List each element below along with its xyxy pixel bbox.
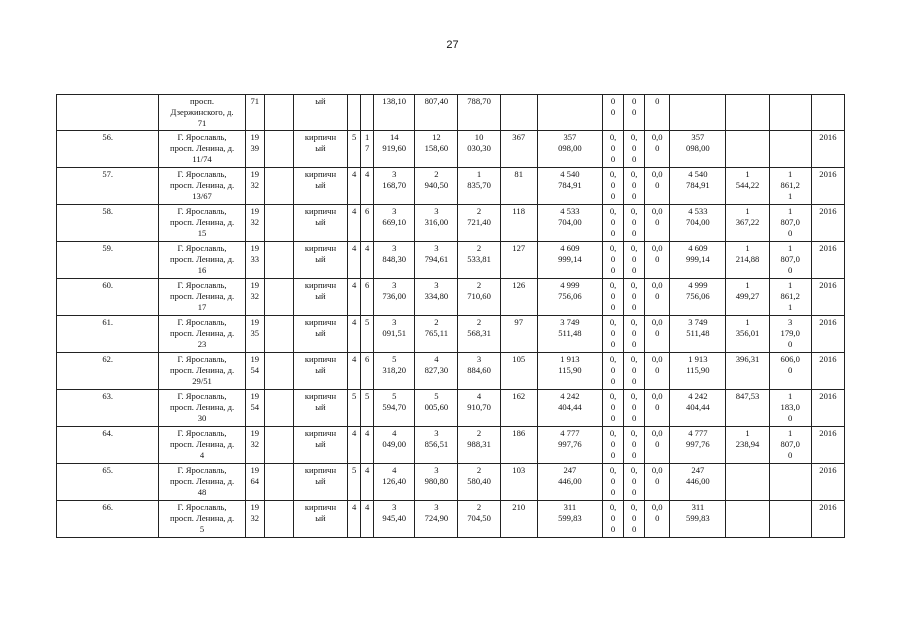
cost: 4 533 704,00 [537,205,602,242]
cell-2: 0 0 [624,95,645,131]
address: Г. Ярославль, просп. Ленина, д. 11/74 [159,131,245,168]
cost-per-m2: 396,31 [726,353,769,390]
total-area: 3 091,51 [374,316,415,353]
cell-2: 0, 0 0 [624,316,645,353]
empty-cell [264,353,293,390]
living-area: 12 158,60 [415,131,458,168]
limit-per-m2: 1 807,0 0 [769,242,811,279]
plan-year: 2016 [811,353,844,390]
cell-1: 0, 0 0 [603,390,624,427]
cost-per-m2 [726,501,769,538]
address: Г. Ярославль, просп. Ленина, д. 4 [159,427,245,464]
cell-3: 0,0 0 [645,353,670,390]
cell-1: 0, 0 0 [603,168,624,205]
address: Г. Ярославль, просп. Ленина, д. 17 [159,279,245,316]
residents: 210 [500,501,537,538]
cell-2: 0, 0 0 [624,427,645,464]
floors: 5 [348,464,361,501]
residential-area: 2 568,31 [458,316,500,353]
residents: 97 [500,316,537,353]
cell-1: 0, 0 0 [603,464,624,501]
cost-per-m2 [726,95,769,131]
cost-per-m2 [726,464,769,501]
living-area: 807,40 [415,95,458,131]
plan-year: 2016 [811,205,844,242]
cell-3: 0,0 0 [645,242,670,279]
build-year: 19 64 [245,464,264,501]
residential-area: 1 835,70 [458,168,500,205]
cell-3: 0 [645,95,670,131]
build-year: 71 [245,95,264,131]
wall-material: кирпичн ый [293,316,347,353]
entrances: 4 [361,464,374,501]
total-area: 4 049,00 [374,427,415,464]
living-area: 5 005,60 [415,390,458,427]
address: Г. Ярославль, просп. Ленина, д. 16 [159,242,245,279]
table-row [57,464,845,501]
cell-1: 0, 0 0 [603,242,624,279]
living-area: 3 724,90 [415,501,458,538]
empty-cell [264,279,293,316]
cost: 4 540 784,91 [537,168,602,205]
cost-per-m2: 1 238,94 [726,427,769,464]
cost-per-m2: 1 544,22 [726,168,769,205]
build-year: 19 35 [245,316,264,353]
plan-year: 2016 [811,464,844,501]
plan-year: 2016 [811,390,844,427]
limit-per-m2: 1 807,0 0 [769,427,811,464]
address: Г. Ярославль, просп. Ленина, д. 23 [159,316,245,353]
residents: 186 [500,427,537,464]
floors: 5 [348,390,361,427]
cell-2: 0, 0 0 [624,168,645,205]
cell-1: 0, 0 0 [603,205,624,242]
plan-year: 2016 [811,316,844,353]
wall-material: кирпичн ый [293,242,347,279]
row-number: 60. [57,279,159,316]
floors: 4 [348,168,361,205]
total-area: 3 945,40 [374,501,415,538]
limit-per-m2 [769,464,811,501]
wall-material: кирпичн ый [293,205,347,242]
wall-material: кирпичн ый [293,390,347,427]
table-row [57,205,845,242]
limit-per-m2: 1 807,0 0 [769,205,811,242]
floors: 5 [348,131,361,168]
table-row [57,501,845,538]
floors: 4 [348,353,361,390]
cell-3: 0,0 0 [645,279,670,316]
floors: 4 [348,427,361,464]
entrances: 4 [361,427,374,464]
residential-area: 2 704,50 [458,501,500,538]
housing-register-table [56,94,845,538]
cell-3: 0,0 0 [645,316,670,353]
build-year: 19 32 [245,279,264,316]
entrances: 5 [361,316,374,353]
cost-per-m2: 1 367,22 [726,205,769,242]
empty-cell [264,131,293,168]
cost-per-m2: 1 214,88 [726,242,769,279]
plan-year: 2016 [811,168,844,205]
build-year: 19 39 [245,131,264,168]
cell-2: 0, 0 0 [624,353,645,390]
address: Г. Ярославль, просп. Ленина, д. 48 [159,464,245,501]
empty-cell [264,316,293,353]
plan-year: 2016 [811,131,844,168]
residents: 126 [500,279,537,316]
cost-total: 4 533 704,00 [670,205,726,242]
cost [537,95,602,131]
row-number: 65. [57,464,159,501]
plan-year: 2016 [811,427,844,464]
cell-1: 0, 0 0 [603,131,624,168]
empty-cell [264,168,293,205]
entrances: 4 [361,242,374,279]
total-area: 5 318,20 [374,353,415,390]
empty-cell [264,427,293,464]
limit-per-m2 [769,95,811,131]
empty-cell [264,501,293,538]
plan-year: 2016 [811,242,844,279]
floors: 4 [348,316,361,353]
cost-total: 247 446,00 [670,464,726,501]
table-row [57,131,845,168]
limit-per-m2: 1 861,2 1 [769,279,811,316]
limit-per-m2: 1 183,0 0 [769,390,811,427]
residential-area: 10 030,30 [458,131,500,168]
entrances [361,95,374,131]
cell-3: 0,0 0 [645,501,670,538]
residents: 103 [500,464,537,501]
entrances: 6 [361,205,374,242]
plan-year: 2016 [811,501,844,538]
residential-area: 2 710,60 [458,279,500,316]
total-area: 14 919,60 [374,131,415,168]
cost-total: 357 098,00 [670,131,726,168]
row-number: 62. [57,353,159,390]
cost-total [670,95,726,131]
living-area: 2 940,50 [415,168,458,205]
residents: 105 [500,353,537,390]
residential-area: 3 884,60 [458,353,500,390]
cell-3: 0,0 0 [645,427,670,464]
plan-year: 2016 [811,279,844,316]
total-area: 5 594,70 [374,390,415,427]
floors [348,95,361,131]
total-area: 3 669,10 [374,205,415,242]
entrances: 6 [361,353,374,390]
build-year: 19 32 [245,427,264,464]
empty-cell [264,95,293,131]
total-area: 3 736,00 [374,279,415,316]
cell-1: 0, 0 0 [603,279,624,316]
cell-1: 0, 0 0 [603,501,624,538]
cell-3: 0,0 0 [645,390,670,427]
cost-per-m2: 847,53 [726,390,769,427]
residential-area: 2 721,40 [458,205,500,242]
living-area: 2 765,11 [415,316,458,353]
wall-material: кирпичн ый [293,131,347,168]
row-number: 64. [57,427,159,464]
cost-total: 4 540 784,91 [670,168,726,205]
wall-material: кирпичн ый [293,353,347,390]
total-area: 138,10 [374,95,415,131]
total-area: 3 848,30 [374,242,415,279]
residential-area: 788,70 [458,95,500,131]
residents: 81 [500,168,537,205]
cell-3: 0,0 0 [645,131,670,168]
entrances: 4 [361,168,374,205]
limit-per-m2: 1 861,2 1 [769,168,811,205]
limit-per-m2: 606,0 0 [769,353,811,390]
floors: 4 [348,501,361,538]
build-year: 19 54 [245,353,264,390]
entrances: 4 [361,501,374,538]
entrances: 6 [361,279,374,316]
cell-1: 0, 0 0 [603,353,624,390]
residential-area: 2 580,40 [458,464,500,501]
cell-2: 0, 0 0 [624,279,645,316]
entrances: 1 7 [361,131,374,168]
wall-material: кирпичн ый [293,427,347,464]
residents: 162 [500,390,537,427]
plan-year [811,95,844,131]
wall-material: кирпичн ый [293,501,347,538]
residents: 118 [500,205,537,242]
cell-1: 0 0 [603,95,624,131]
residents [500,95,537,131]
build-year: 19 32 [245,501,264,538]
floors: 4 [348,242,361,279]
address: Г. Ярославль, просп. Ленина, д. 5 [159,501,245,538]
table-row [57,242,845,279]
address: Г. Ярославль, просп. Ленина, д. 15 [159,205,245,242]
cost-per-m2 [726,131,769,168]
cell-2: 0, 0 0 [624,242,645,279]
cell-2: 0, 0 0 [624,205,645,242]
cost-per-m2: 1 499,27 [726,279,769,316]
cell-2: 0, 0 0 [624,501,645,538]
floors: 4 [348,279,361,316]
cost-total: 1 913 115,90 [670,353,726,390]
living-area: 4 827,30 [415,353,458,390]
row-number: 58. [57,205,159,242]
build-year: 19 32 [245,205,264,242]
living-area: 3 980,80 [415,464,458,501]
cost-total: 4 609 999,14 [670,242,726,279]
address: Г. Ярославль, просп. Ленина, д. 29/51 [159,353,245,390]
wall-material: кирпичн ый [293,168,347,205]
residential-area: 4 910,70 [458,390,500,427]
table-row [57,279,845,316]
row-number: 57. [57,168,159,205]
cell-1: 0, 0 0 [603,427,624,464]
residential-area: 2 988,31 [458,427,500,464]
address: Г. Ярославль, просп. Ленина, д. 13/67 [159,168,245,205]
limit-per-m2: 3 179,0 0 [769,316,811,353]
cell-2: 0, 0 0 [624,131,645,168]
row-number [57,95,159,131]
total-area: 3 168,70 [374,168,415,205]
row-number: 63. [57,390,159,427]
living-area: 3 316,00 [415,205,458,242]
row-number: 66. [57,501,159,538]
cost: 311 599,83 [537,501,602,538]
cost-total: 311 599,83 [670,501,726,538]
build-year: 19 32 [245,168,264,205]
cost: 4 609 999,14 [537,242,602,279]
cost: 4 999 756,06 [537,279,602,316]
table-row [57,168,845,205]
table-row [57,427,845,464]
build-year: 19 54 [245,390,264,427]
table-row [57,390,845,427]
page-number: 27 [446,39,459,51]
table-row [57,353,845,390]
cell-2: 0, 0 0 [624,464,645,501]
cost: 1 913 115,90 [537,353,602,390]
address: просп. Дзержинского, д. 71 [159,95,245,131]
wall-material: кирпичн ый [293,464,347,501]
cell-2: 0, 0 0 [624,390,645,427]
empty-cell [264,205,293,242]
address: Г. Ярославль, просп. Ленина, д. 30 [159,390,245,427]
total-area: 4 126,40 [374,464,415,501]
row-number: 61. [57,316,159,353]
cell-3: 0,0 0 [645,168,670,205]
table-row [57,95,845,131]
table-row [57,316,845,353]
cell-3: 0,0 0 [645,205,670,242]
empty-cell [264,242,293,279]
empty-cell [264,390,293,427]
table-body [57,95,845,538]
cell-1: 0, 0 0 [603,316,624,353]
floors: 4 [348,205,361,242]
living-area: 3 334,80 [415,279,458,316]
cell-3: 0,0 0 [645,464,670,501]
living-area: 3 794,61 [415,242,458,279]
cost-total: 3 749 511,48 [670,316,726,353]
cost: 4 242 404,44 [537,390,602,427]
build-year: 19 33 [245,242,264,279]
cost: 4 777 997,76 [537,427,602,464]
limit-per-m2 [769,501,811,538]
cost: 247 446,00 [537,464,602,501]
cost: 357 098,00 [537,131,602,168]
cost-total: 4 999 756,06 [670,279,726,316]
living-area: 3 856,51 [415,427,458,464]
cost-per-m2: 1 356,01 [726,316,769,353]
wall-material: кирпичн ый [293,279,347,316]
cost-total: 4 242 404,44 [670,390,726,427]
wall-material: ый [293,95,347,131]
residents: 127 [500,242,537,279]
empty-cell [264,464,293,501]
residential-area: 2 533,81 [458,242,500,279]
row-number: 56. [57,131,159,168]
entrances: 5 [361,390,374,427]
limit-per-m2 [769,131,811,168]
cost: 3 749 511,48 [537,316,602,353]
row-number: 59. [57,242,159,279]
cost-total: 4 777 997,76 [670,427,726,464]
residents: 367 [500,131,537,168]
